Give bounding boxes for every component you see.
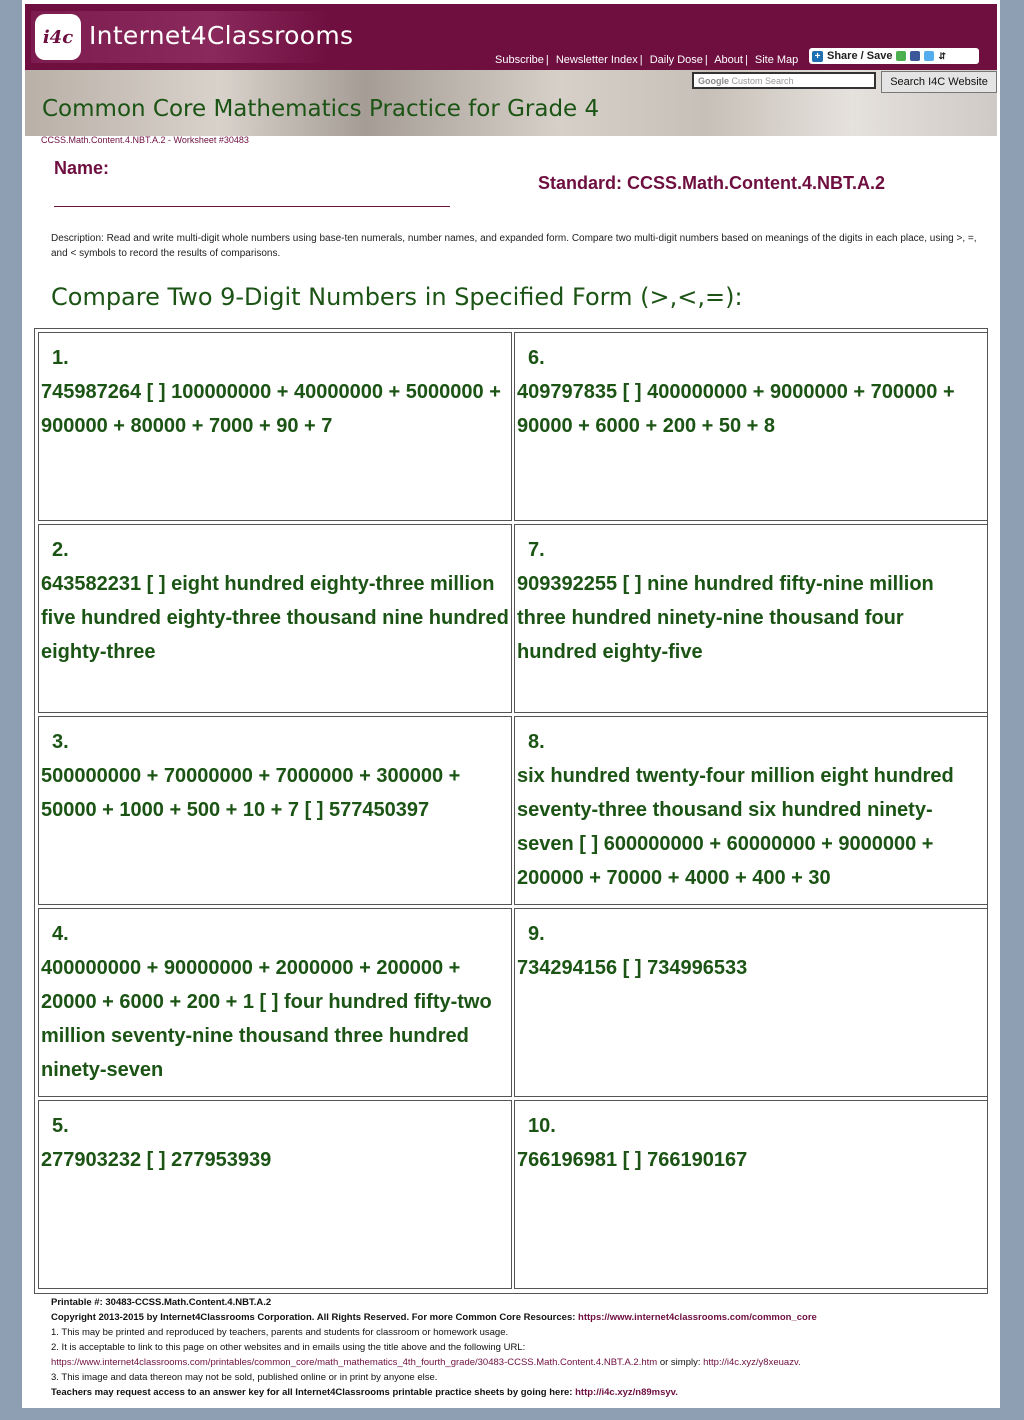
email-share-icon [896,51,906,61]
nav-about[interactable]: About [714,54,743,66]
note-2: 2. It is acceptable to link to this page on other websites and in emails using the title above and the following URL: [51,1342,526,1353]
question-cell [38,332,512,521]
question-cell [38,1100,512,1289]
question-text: 734294156 [ ] 734996533 [517,957,748,979]
share-plus-icon: + [812,51,823,62]
printable-number: Printable #: 30483-CCSS.Math.Content.4.NBT.A.2 [51,1297,272,1308]
i4c-logo-icon: i4c [35,14,81,60]
question-cell [514,908,988,1097]
nav-site-map[interactable]: Site Map [754,54,799,66]
question-text: 500000000 + 70000000 + 7000000 + 300000 + 50000 + 1000 + 500 + 10 + 7 [ ] 577450397 [41,765,461,821]
note-2-urls [51,1355,991,1370]
question-cell [514,332,988,521]
question-text: 400000000 + 90000000 + 2000000 + 200000 + 20000 + 6000 + 200 + 1 [ ] four hundred fifty-two million seventy-nine thousand three hundred ninety-seven [41,957,492,1081]
question-number: 1. [52,347,69,369]
copyright-text: Copyright 2013-2015 by Internet4Classrooms Corporation. All Rights Reserved. For more Common Core Resources: [51,1312,576,1323]
question-text: six hundred twenty-four million eight hundred seventy-three thousand six hundred ninety-seven [ ] 600000000 + 60000000 + 9000000 + 200000 + 70000 + 4000 + 400 + 30 [517,765,954,889]
question-number: 8. [528,731,545,753]
question-cell [514,524,988,713]
page [22,0,1000,1408]
question-number: 9. [528,923,545,945]
search-placeholder: Custom Search [731,76,794,86]
breadcrumb: CCSS.Math.Content.4.NBT.A.2 - Worksheet #30483 [41,135,249,145]
top-nav: Subscribe | Newsletter Index | Daily Dose | About | Site Map [495,54,799,66]
question-cell [38,908,512,1097]
question-cell [38,524,512,713]
question-text: 745987264 [ ] 100000000 + 40000000 + 5000000 + 900000 + 80000 + 7000 + 90 + 7 [41,381,501,437]
nav-subscribe[interactable]: Subscribe [495,54,544,66]
share-chevron-icon: ⇵ [938,50,946,61]
answer-key-text: Teachers may request access to an answer key for all Internet4Classrooms printable practice sheets by going here: [51,1387,573,1398]
name-line [54,206,450,207]
note-1: 1. This may be printed and reproduced by teachers, parents and students for classroom or homework usage. [51,1327,509,1338]
nav-newsletter-index[interactable]: Newsletter Index [555,54,638,66]
worksheet-title: Compare Two 9-Digit Numbers in Specified Form (>,<,=): [51,283,743,311]
share-label: Share / Save [827,50,893,62]
common-core-link[interactable]: https://www.internet4classrooms.com/common_core [578,1312,817,1323]
description: Description: Read and write multi-digit whole numbers using base-ten numerals, number names, and expanded form. Compare two multi-digit numbers based on meanings of the digits in each place, using >, =, and < symbols to record the results of comparisons. [51,233,977,259]
worksheet-url-link[interactable]: https://www.internet4classrooms.com/printables/common_core/math_mathematics_4th_fourth_grade/30483-CCSS.Math.Content.4.NBT.A.2.htm [51,1357,658,1368]
share-save-button[interactable] [809,48,979,64]
question-cell [38,716,512,905]
search-input[interactable] [692,72,876,89]
question-text: 766196981 [ ] 766190167 [517,1149,748,1171]
logo-text: Internet4Classrooms [89,21,354,50]
question-text: 409797835 [ ] 400000000 + 9000000 + 700000 + 90000 + 6000 + 200 + 50 + 8 [517,381,955,437]
question-number: 4. [52,923,69,945]
question-text: 643582231 [ ] eight hundred eighty-three million five hundred eighty-three thousand nine hundred eighty-three [41,573,509,663]
twitter-icon [924,51,934,61]
standard-label: Standard: CCSS.Math.Content.4.NBT.A.2 [538,173,886,193]
question-number: 6. [528,347,545,369]
answer-key-link[interactable]: http://i4c.xyz/n89msyv. [575,1387,678,1398]
or-text: or simply: [657,1357,704,1368]
short-url-link[interactable]: http://i4c.xyz/y8xeuazv. [703,1357,801,1368]
site-logo[interactable] [31,11,354,63]
question-grid [34,328,988,1294]
question-number: 10. [528,1115,556,1137]
top-bar [25,4,997,70]
note-3: 3. This image and data thereon may not be sold, published online or in print by anyone else. [51,1372,438,1383]
name-label: Name: [54,158,110,178]
question-number: 5. [52,1115,69,1137]
question-number: 2. [52,539,69,561]
answer-key-line [51,1385,991,1400]
question-cell [514,1100,988,1289]
question-number: 7. [528,539,545,561]
facebook-icon [910,51,920,61]
question-text: 277903232 [ ] 277953939 [41,1149,272,1171]
question-number: 3. [52,731,69,753]
google-brand: Google [698,76,729,86]
search-button[interactable]: Search I4C Website [881,71,997,93]
nav-daily-dose[interactable]: Daily Dose [649,54,703,66]
page-title: Common Core Mathematics Practice for Grade 4 [42,96,600,122]
question-text: 909392255 [ ] nine hundred fifty-nine million three hundred ninety-nine thousand four hundred eighty-five [517,573,934,663]
question-cell [514,716,988,905]
header-banner [25,70,997,136]
footer [51,1295,991,1400]
copyright-line [51,1310,991,1325]
